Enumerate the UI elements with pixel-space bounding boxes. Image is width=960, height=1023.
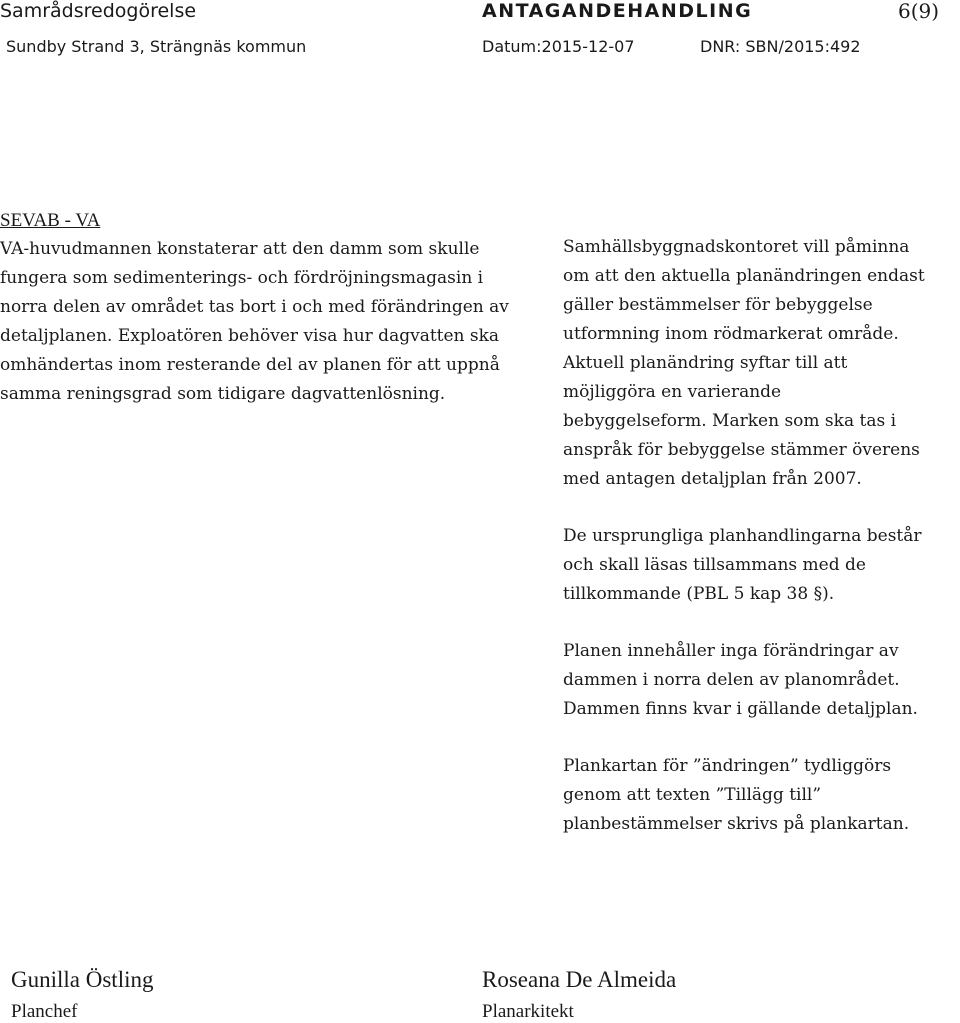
document-type: Samrådsredogörelse (0, 0, 197, 22)
comment-line: VA-huvudmannen konstaterar att den damm som skulle (0, 239, 480, 259)
response-paragraph (563, 637, 958, 724)
response-line: Dammen finns kvar i gällande detaljplan. (563, 699, 918, 719)
response-paragraph (563, 522, 958, 609)
comment-line: samma reningsgrad som tidigare dagvattenlösning. (0, 384, 446, 404)
comment-section (0, 206, 550, 409)
response-line: Plankartan för ”ändringen” tydliggörs (563, 756, 892, 776)
comment-line: norra delen av området tas bort i och med förändringen av (0, 297, 509, 317)
response-line: om att den aktuella planändringen endast (563, 266, 925, 286)
document-status: ANTAGANDEHANDLING (482, 0, 753, 22)
signatory-title: Planarkitekt (482, 1001, 574, 1022)
response-line: bebyggelseform. Marken som ska tas i (563, 411, 897, 431)
document-date: Datum:2015-12-07 (482, 37, 635, 56)
response-line: Samhällsbyggnadskontoret vill påminna (563, 237, 910, 257)
signatory-name: Gunilla Östling (11, 967, 154, 992)
registration-number: DNR: SBN/2015:492 (700, 37, 861, 56)
comment-line: detaljplanen. Exploatören behöver visa hur dagvatten ska (0, 326, 500, 346)
comment-line: fungera som sedimenterings- och fördröjningsmagasin i (0, 268, 484, 288)
page-number: 6(9) (898, 0, 940, 23)
response-line: dammen i norra delen av planområdet. (563, 670, 900, 690)
response-line: gäller bestämmelser för bebyggelse (563, 295, 873, 315)
response-line: Aktuell planändring syftar till att (563, 353, 848, 373)
response-line: med antagen detaljplan från 2007. (563, 469, 862, 489)
response-line: och skall läsas tillsammans med de (563, 555, 866, 575)
response-line: möjliggöra en varierande (563, 382, 782, 402)
signatory-name: Roseana De Almeida (482, 967, 677, 992)
response-line: tillkommande (PBL 5 kap 38 §). (563, 584, 835, 604)
response-line: De ursprungliga planhandlingarna består (563, 526, 922, 546)
response-line: utformning inom rödmarkerat område. (563, 324, 899, 344)
response-line: anspråk för bebyggelse stämmer överens (563, 440, 920, 460)
response-line: planbestämmelser skrivs på plankartan. (563, 814, 910, 834)
response-paragraph (563, 233, 958, 494)
response-line: Planen innehåller inga förändringar av (563, 641, 899, 661)
comment-line: omhändertas inom resterande del av planen för att uppnå (0, 355, 500, 375)
section-title: SEVAB - VA (0, 210, 101, 231)
signatory-title: Planchef (11, 1001, 78, 1022)
response-line: genom att texten ”Tillägg till” (563, 785, 822, 805)
response-section (563, 233, 958, 867)
project-name: Sundby Strand 3, Strängnäs kommun (6, 37, 307, 56)
response-paragraph (563, 752, 958, 839)
